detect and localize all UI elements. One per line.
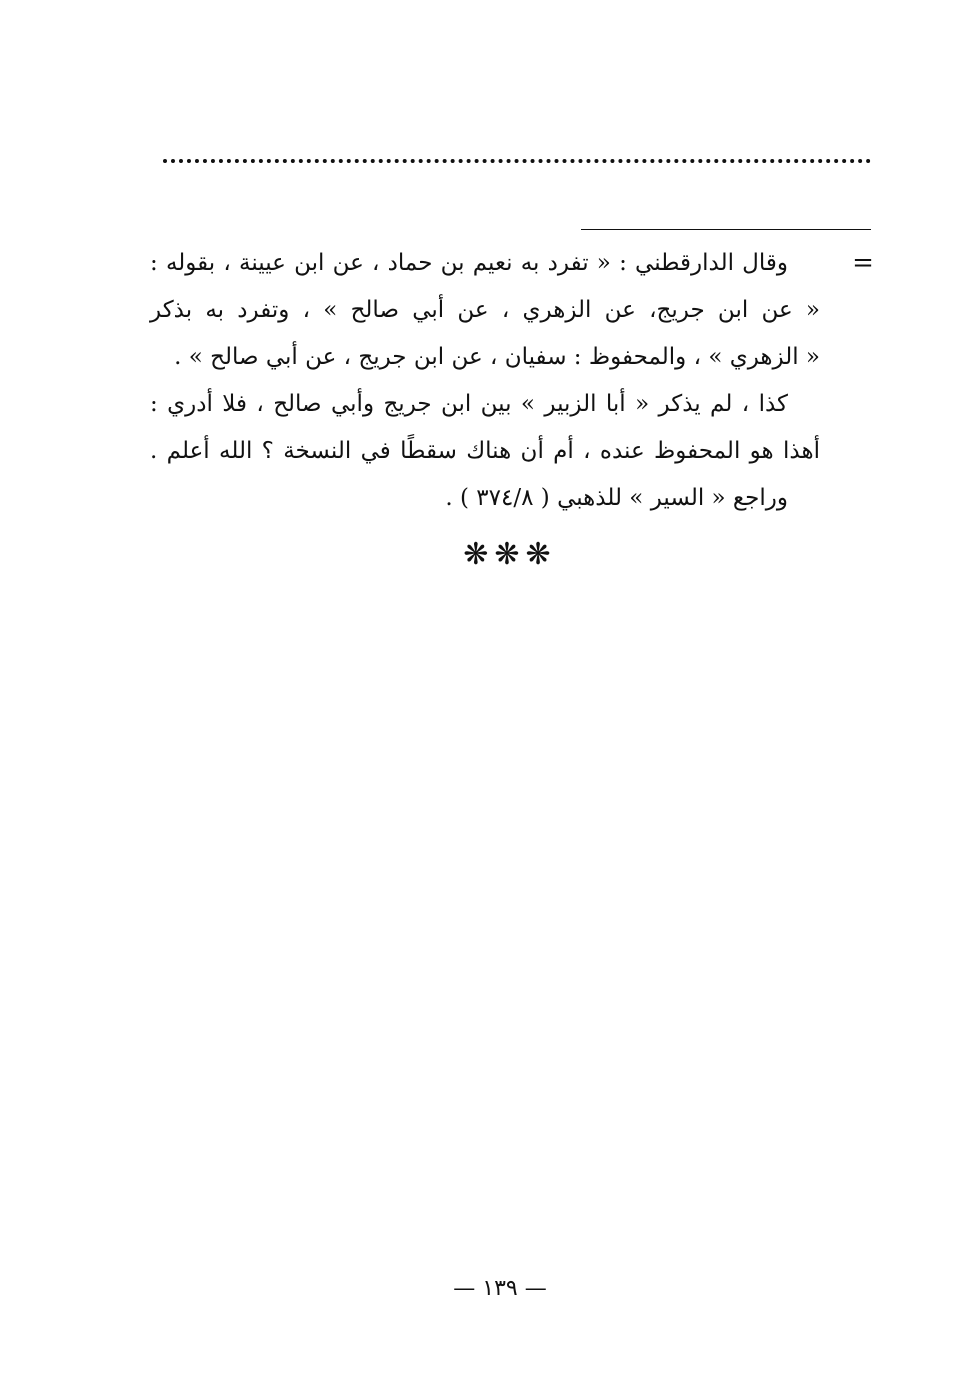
footnote-line: « عن ابن جريج، عن الزهري ، عن أبي صالح » ، وتفرد به بذكر: [150, 297, 820, 323]
section-separator-ornament: ❋❋❋: [463, 537, 557, 572]
footnote-line: وقال الدارقطني : « تفرد به نعيم بن حماد ، عن ابن عيينة ، بقوله :: [150, 250, 788, 276]
dotted-divider: [163, 159, 871, 163]
footnote-text: [150, 240, 820, 522]
page-number: — ١٣٩ —: [453, 1276, 547, 1301]
footnote-line: « الزهري » ، والمحفوظ : سفيان ، عن ابن جريج ، عن أبي صالح » .: [174, 344, 820, 370]
footnote-rule: [581, 229, 871, 230]
footnote-continuation-mark: =: [852, 248, 874, 278]
footnote-line: أهذا هو المحفوظ عنده ، أم أن هناك سقطًا في النسخة ؟ الله أعلم .: [150, 438, 820, 464]
footnote-line: وراجع « السير » للذهبي ( ٣٧٤/٨ ) .: [445, 485, 788, 511]
footnote-line: كذا ، لم يذكر « أبا الزبير » بين ابن جريج وأبي صالح ، فلا أدري :: [150, 391, 788, 417]
